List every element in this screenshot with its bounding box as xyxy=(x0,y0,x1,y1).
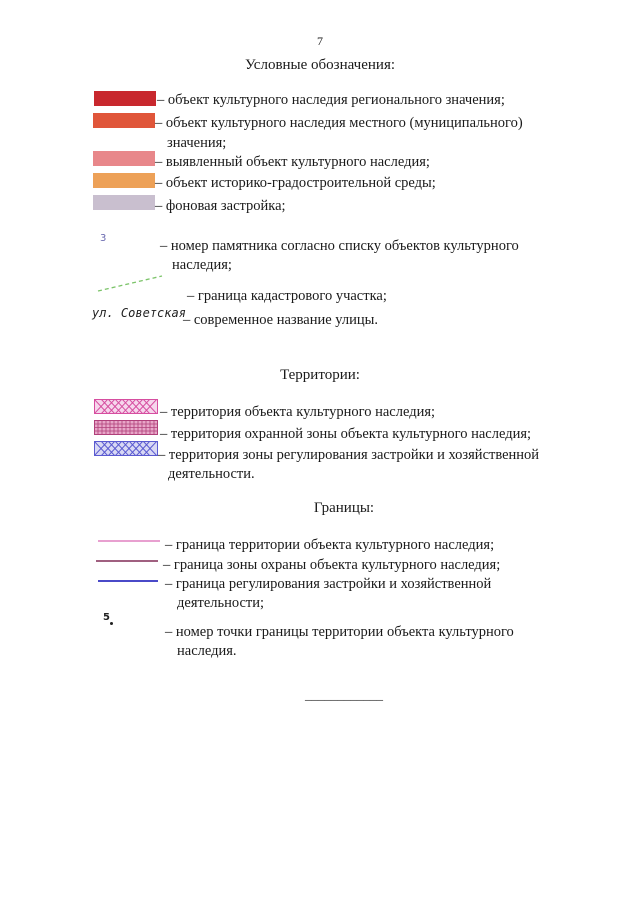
boundary-line-heritage xyxy=(98,540,160,542)
boundaries-title: Границы: xyxy=(313,500,375,516)
legend-item-identified-heritage: – выявленный объект культурного наследия; xyxy=(155,154,430,170)
boundary-item-point-number: – номер точки границы территории объекта культурного xyxy=(165,624,514,640)
legend-item-monument-number: – номер памятника согласно списку объектов культурного xyxy=(160,238,519,254)
legend-item-local-heritage: – объект культурного наследия местного (муниципального) xyxy=(155,115,523,131)
boundary-item-heritage: – граница территории объекта культурного наследия; xyxy=(165,537,495,553)
swatch-background-buildings xyxy=(93,195,155,210)
boundary-item-regulation-cont: деятельности; xyxy=(177,595,265,611)
boundary-item-protection-zone: – граница зоны охраны объекта культурного наследия; xyxy=(163,557,501,573)
boundary-line-protection-zone xyxy=(96,560,158,562)
legend-item-regional-heritage: – объект культурного наследия регионального значения; xyxy=(157,92,505,108)
territory-item-protection-zone: – территория охранной зоны объекта культурного наследия; xyxy=(160,426,532,442)
territory-item-regulation-zone-cont: деятельности. xyxy=(168,466,255,482)
legend-item-monument-number-cont: наследия; xyxy=(172,257,232,273)
point-number-sample: 5 xyxy=(103,612,110,623)
territory-item-regulation-zone: – территория зоны регулирования застройки и хозяйственной xyxy=(158,447,540,463)
swatch-regional-heritage xyxy=(94,91,156,106)
point-marker-dot xyxy=(110,622,113,625)
territories-title: Территории: xyxy=(280,367,360,383)
legend-item-background-buildings: – фоновая застройка; xyxy=(155,198,286,214)
legend-item-street-name: – современное название улицы. xyxy=(183,312,379,328)
legend-item-local-heritage-cont: значения; xyxy=(167,135,227,151)
monument-number-sample: 3 xyxy=(100,233,107,244)
page-number: 7 xyxy=(317,34,323,48)
boundary-item-point-number-cont: наследия. xyxy=(177,643,237,659)
swatch-heritage-territory xyxy=(94,399,158,414)
boundary-item-regulation: – граница регулирования застройки и хозяйственной xyxy=(165,576,492,592)
cadastral-boundary-line xyxy=(96,272,166,294)
end-rule: ____________ xyxy=(305,687,383,702)
legend-title: Условные обозначения: xyxy=(244,57,396,73)
swatch-protection-zone xyxy=(94,420,158,435)
legend-item-cadastral-boundary: – граница кадастрового участка; xyxy=(187,288,387,304)
boundary-line-regulation xyxy=(98,580,158,582)
swatch-identified-heritage xyxy=(93,151,155,166)
swatch-local-heritage xyxy=(93,113,155,128)
territory-item-heritage: – территория объекта культурного наследия; xyxy=(160,404,436,420)
street-name-sample: ул. Советская xyxy=(92,306,186,320)
swatch-historic-environment xyxy=(93,173,155,188)
legend-item-historic-environment: – объект историко-градостроительной среды; xyxy=(155,175,436,191)
swatch-regulation-zone xyxy=(94,441,158,456)
